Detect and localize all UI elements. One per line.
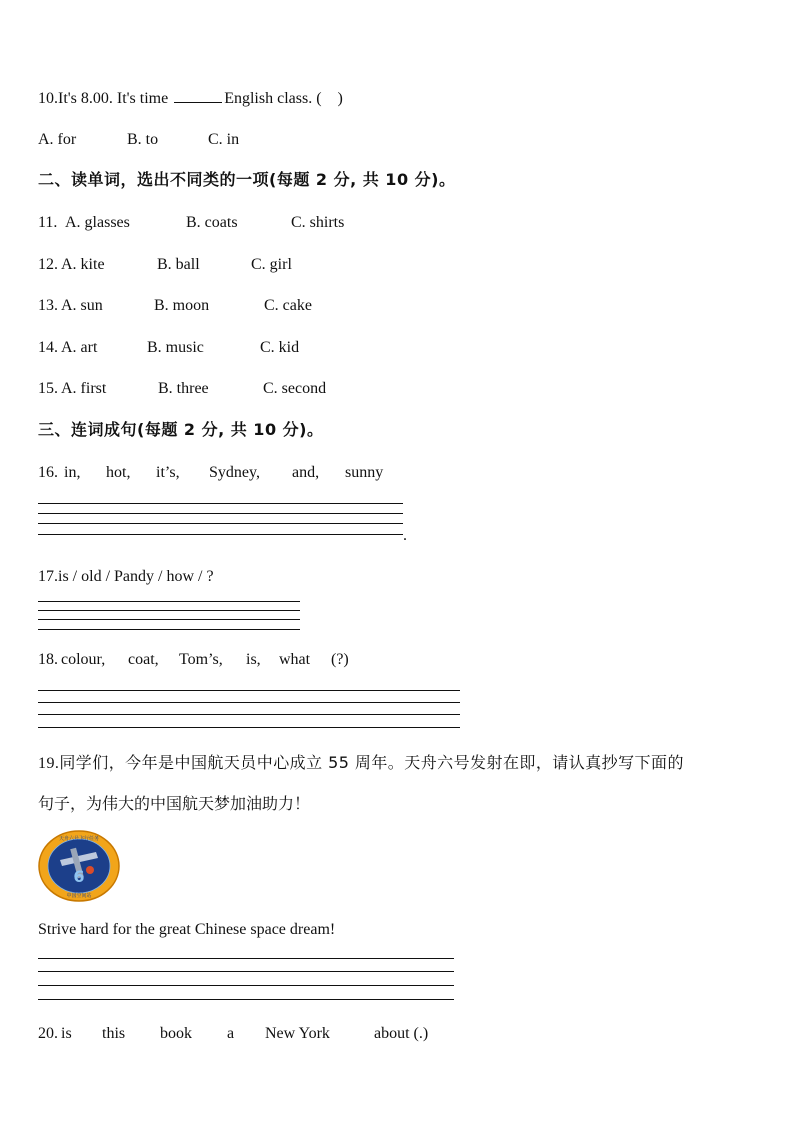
option-c[interactable]: C. kid xyxy=(260,339,300,356)
paren-close: ) xyxy=(337,90,343,107)
badge-top-text: 天舟六号飞行任务 xyxy=(58,836,100,842)
end-mark: . xyxy=(403,527,407,544)
writing-line[interactable] xyxy=(38,619,300,620)
word-tile: is, xyxy=(246,651,261,668)
question-number: 16. xyxy=(38,464,58,481)
answer-blank[interactable] xyxy=(174,88,222,103)
question-number: 15. xyxy=(38,380,58,397)
question-number: 20. xyxy=(38,1025,58,1042)
writing-line[interactable] xyxy=(38,601,300,602)
copy-sentence: Strive hard for the great Chinese space dream! xyxy=(38,921,336,938)
badge-bottom-text: 中国空间站 xyxy=(66,893,92,899)
mission-badge-logo xyxy=(38,830,120,902)
writing-line[interactable] xyxy=(38,702,460,703)
option-a[interactable]: A. glasses xyxy=(65,214,130,231)
question-text-rest: English class. ( xyxy=(224,90,322,107)
writing-line[interactable] xyxy=(38,610,300,611)
question-number: 13. xyxy=(38,297,58,314)
word-tile: sunny xyxy=(345,464,384,481)
question-19-line-2: 句子，为伟大的中国航天梦加油助力！ xyxy=(38,794,311,813)
word-tile: a xyxy=(227,1025,235,1042)
question-number: 10. xyxy=(38,90,58,107)
question-19-line-1 xyxy=(38,753,684,774)
option-a[interactable]: A. first xyxy=(61,380,107,397)
word-tile: colour, xyxy=(61,651,106,668)
option-a[interactable]: A. art xyxy=(61,339,98,356)
option-b[interactable]: B. music xyxy=(147,339,204,356)
question-10 xyxy=(38,88,343,109)
option-b[interactable]: B. three xyxy=(158,380,209,397)
word-list: is / old / Pandy / how / ? xyxy=(58,568,214,585)
question-number: 12. xyxy=(38,256,58,273)
question-text: It's 8.00. It's time xyxy=(58,90,169,107)
writing-line[interactable] xyxy=(38,714,460,715)
writing-line[interactable] xyxy=(38,727,460,728)
word-tile: about (.) xyxy=(374,1025,429,1042)
option-c[interactable]: C. girl xyxy=(251,256,292,273)
writing-line[interactable] xyxy=(38,999,454,1000)
question-17 xyxy=(38,567,214,587)
option-a[interactable]: A. sun xyxy=(61,297,103,314)
word-tile: New York xyxy=(265,1025,330,1042)
word-tile: in, xyxy=(64,464,81,481)
option-b[interactable]: B. to xyxy=(127,131,159,148)
writing-line[interactable] xyxy=(38,985,454,986)
badge-number: 6 xyxy=(73,867,85,886)
word-tile: coat, xyxy=(128,651,159,668)
instruction-text: 同学们，今年是中国航天员中心成立 55 周年。天舟六号发射在即，请认真抄写下面的 xyxy=(59,753,684,772)
word-tile: hot, xyxy=(106,464,131,481)
word-tile: Tom’s, xyxy=(179,651,223,668)
word-tile: and, xyxy=(292,464,320,481)
word-tile: is xyxy=(61,1025,72,1042)
question-number: 18. xyxy=(38,651,58,668)
option-a[interactable]: A. kite xyxy=(61,256,105,273)
question-number: 11. xyxy=(38,214,58,231)
writing-line[interactable] xyxy=(38,523,403,524)
option-c[interactable]: C. in xyxy=(208,131,240,148)
question-number: 19. xyxy=(38,755,60,772)
option-c[interactable]: C. second xyxy=(263,380,327,397)
writing-line[interactable] xyxy=(38,629,300,630)
option-b[interactable]: B. moon xyxy=(154,297,210,314)
option-b[interactable]: B. coats xyxy=(186,214,238,231)
writing-line[interactable] xyxy=(38,958,454,959)
question-number: 14. xyxy=(38,339,58,356)
writing-line[interactable] xyxy=(38,513,403,514)
option-c[interactable]: C. cake xyxy=(264,297,312,314)
writing-line[interactable] xyxy=(38,690,460,691)
word-tile: what xyxy=(279,651,311,668)
section-3-title: 三、连词成句(每题 2 分, 共 10 分)。 xyxy=(38,420,324,439)
option-b[interactable]: B. ball xyxy=(157,256,200,273)
word-tile: (?) xyxy=(331,651,349,668)
writing-line[interactable] xyxy=(38,503,403,504)
word-tile: Sydney, xyxy=(209,464,260,481)
section-2-title: 二、读单词，选出不同类的一项(每题 2 分, 共 10 分)。 xyxy=(38,170,456,189)
writing-line[interactable] xyxy=(38,971,454,972)
option-c[interactable]: C. shirts xyxy=(291,214,345,231)
word-tile: it’s, xyxy=(156,464,180,481)
writing-line[interactable] xyxy=(38,534,403,535)
option-a[interactable]: A. for xyxy=(38,131,77,148)
word-tile: book xyxy=(160,1025,192,1042)
question-number: 17. xyxy=(38,568,58,585)
word-tile: this xyxy=(102,1025,126,1042)
